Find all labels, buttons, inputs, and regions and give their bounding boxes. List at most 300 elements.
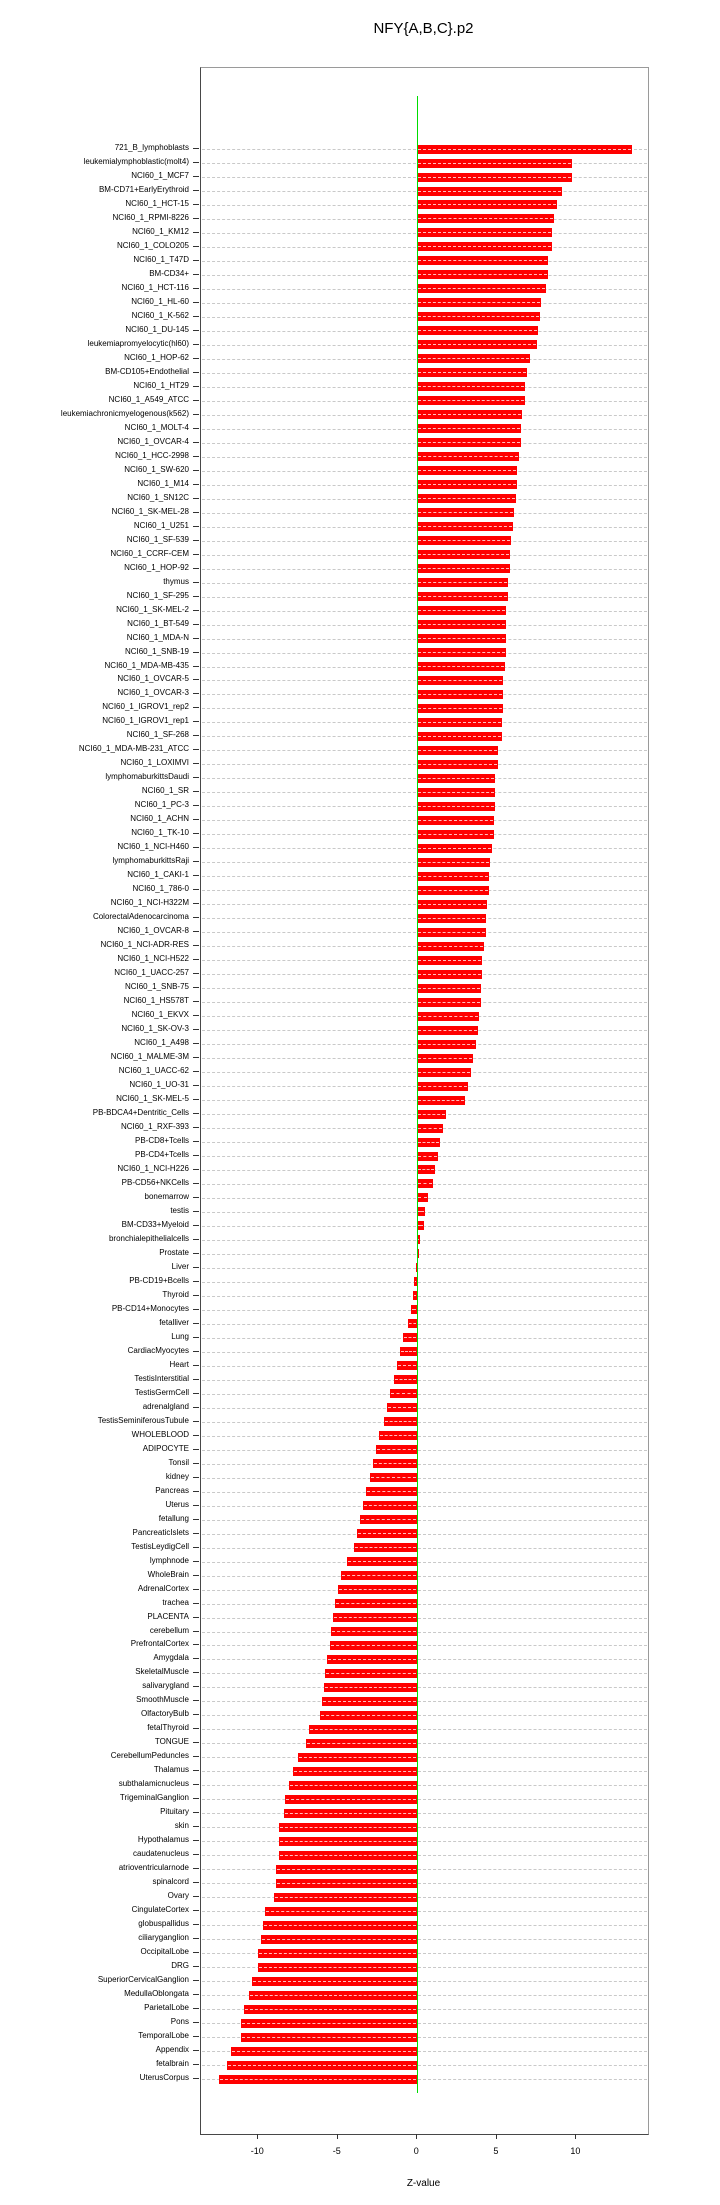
category-label: NCI60_1_UO-31	[129, 1080, 189, 1089]
category-label: NCI60_1_MCF7	[131, 171, 189, 180]
category-label: ParietalLobe	[144, 2003, 189, 2013]
category-label: PB-CD19+Bcells	[129, 1275, 189, 1285]
y-axis-tick	[193, 1463, 199, 1464]
y-axis-tick	[193, 540, 199, 541]
category-label: NCI60_1_HL-60	[131, 296, 189, 306]
category-label: NCI60_1_NCI-H522	[117, 954, 189, 964]
y-axis-tick	[193, 1029, 199, 1030]
y-axis-tick	[193, 1658, 199, 1659]
category-label: NCI60_1_COLO205	[116, 240, 189, 250]
category-label: NCI60_1_SK-OV-3	[121, 1024, 189, 1034]
y-axis-tick	[193, 1714, 199, 1715]
gridline	[202, 1855, 647, 1856]
y-axis-tick	[193, 1519, 199, 1520]
bar	[417, 914, 485, 923]
category-label: kidney	[165, 1471, 189, 1481]
y-axis-tick	[193, 1281, 199, 1282]
category-label: NCI60_1_TK-10	[131, 828, 189, 838]
y-axis-tick	[193, 945, 199, 946]
bar	[417, 270, 547, 279]
y-axis-tick	[193, 1631, 199, 1632]
bar	[417, 424, 520, 433]
category-label: BM-CD71+EarlyErythroid	[98, 185, 189, 194]
gridline	[202, 1240, 647, 1241]
y-axis-tick	[193, 2078, 199, 2079]
category-label: NCI60_1_SNB-75	[124, 982, 189, 992]
bar	[417, 984, 481, 993]
category-label: NCI60_1_EKVX	[131, 1010, 189, 1020]
y-axis-tick	[193, 484, 199, 485]
gridline	[202, 1310, 647, 1311]
y-axis-tick	[193, 330, 199, 331]
gridline	[202, 1366, 647, 1367]
category-label: NCI60_1_KM12	[132, 226, 189, 236]
bar	[417, 816, 493, 825]
y-axis-tick	[193, 889, 199, 890]
y-axis-tick	[193, 148, 199, 149]
category-label: BM-CD34+	[149, 268, 189, 278]
y-axis-tick	[193, 386, 199, 387]
y-axis-tick	[193, 1379, 199, 1380]
category-label: Prostate	[159, 1247, 189, 1257]
bar	[417, 256, 547, 265]
y-axis-tick	[193, 1435, 199, 1436]
bar	[417, 690, 503, 699]
y-axis-tick	[193, 302, 199, 303]
category-label: PancreaticIslets	[132, 1527, 189, 1537]
gridline	[202, 1701, 647, 1702]
gridline	[202, 1450, 647, 1451]
bar	[341, 1571, 417, 1580]
category-label: NCI60_1_A549_ATCC	[108, 394, 189, 404]
category-label: DRG	[171, 1961, 189, 1971]
category-label: NCI60_1_MDA-MB-231_ATCC	[78, 744, 189, 754]
category-label: PB-CD14+Monocytes	[111, 1303, 189, 1313]
category-label: SmoothMuscle	[136, 1695, 189, 1705]
bar	[417, 928, 485, 937]
gridline	[202, 1226, 647, 1227]
bar	[417, 508, 514, 517]
gridline	[202, 1869, 647, 1870]
bar	[417, 1221, 423, 1230]
gridline	[202, 1618, 647, 1619]
bar	[219, 2075, 418, 2084]
category-label: leukemiachronicmyelogenous(k562)	[60, 408, 189, 418]
y-axis-tick	[193, 218, 199, 219]
bar	[360, 1515, 417, 1524]
bar	[417, 438, 520, 447]
bar	[357, 1529, 417, 1538]
category-label: NCI60_1_RPMI-8226	[112, 212, 189, 222]
bar	[387, 1403, 417, 1412]
y-axis-tick	[193, 819, 199, 820]
bar	[417, 956, 482, 965]
category-label: NCI60_1_CCRF-CEM	[110, 548, 189, 558]
bar	[417, 858, 490, 867]
gridline	[202, 1254, 647, 1255]
category-label: TONGUE	[154, 1737, 189, 1747]
category-label: 721_B_lymphoblasts	[114, 143, 189, 152]
x-axis-tick	[337, 2134, 338, 2139]
bar	[417, 844, 492, 853]
y-axis-tick	[193, 1617, 199, 1618]
gridline	[202, 1520, 647, 1521]
category-label: NCI60_1_UACC-62	[118, 1066, 189, 1075]
bar	[376, 1445, 417, 1454]
bar	[252, 1977, 417, 1986]
y-axis-tick	[193, 176, 199, 177]
bar	[417, 1096, 465, 1105]
category-label: trachea	[162, 1597, 189, 1607]
category-label: NCI60_1_786-0	[132, 884, 189, 894]
bar	[417, 1138, 439, 1147]
y-axis-tick	[193, 1323, 199, 1324]
bar	[417, 368, 527, 377]
x-axis-tick	[575, 2134, 576, 2139]
bar	[258, 1963, 417, 1972]
bar	[322, 1697, 417, 1706]
y-axis-tick	[193, 1575, 199, 1576]
category-label: TemporalLobe	[138, 2031, 189, 2040]
bar	[285, 1795, 417, 1804]
y-axis-tick	[193, 1812, 199, 1813]
y-axis-tick	[193, 1043, 199, 1044]
bar	[333, 1613, 417, 1622]
y-axis-tick	[193, 274, 199, 275]
bar	[417, 1124, 443, 1133]
category-label: NCI60_1_SNB-19	[124, 646, 189, 656]
bar	[417, 187, 562, 196]
bar	[417, 284, 546, 293]
category-label: PB-CD4+Tcells	[134, 1150, 189, 1159]
category-label: ciliaryganglion	[138, 1933, 189, 1943]
y-axis-tick	[193, 442, 199, 443]
bar	[417, 228, 552, 237]
category-label: fetalbrain	[156, 2059, 189, 2068]
bar	[417, 900, 487, 909]
y-axis-tick	[193, 1169, 199, 1170]
y-axis-tick	[193, 526, 199, 527]
y-axis-tick	[193, 1966, 199, 1967]
bar	[293, 1767, 417, 1776]
y-axis-tick	[193, 1099, 199, 1100]
bar	[298, 1753, 417, 1762]
gridline	[202, 1687, 647, 1688]
bar	[417, 774, 495, 783]
x-axis-tick	[257, 2134, 258, 2139]
category-label: NCI60_1_OVCAR-8	[117, 926, 189, 936]
category-label: NCI60_1_BT-549	[127, 618, 189, 628]
bar	[417, 145, 632, 154]
y-axis-tick	[193, 1113, 199, 1114]
bar	[417, 676, 503, 685]
bar	[249, 1991, 418, 2000]
category-label: salivarygland	[142, 1681, 189, 1691]
bar	[279, 1851, 417, 1860]
category-label: WHOLEBLOOD	[131, 1429, 189, 1439]
bar	[417, 1054, 473, 1063]
y-axis-tick	[193, 1337, 199, 1338]
y-axis-tick	[193, 875, 199, 876]
bar	[417, 634, 506, 643]
y-axis-tick	[193, 2036, 199, 2037]
category-label: Thyroid	[162, 1289, 189, 1299]
category-label: UterusCorpus	[139, 2073, 189, 2082]
bar	[417, 396, 525, 405]
bar	[417, 872, 489, 881]
category-label: Pituitary	[160, 1807, 189, 1817]
y-axis-tick	[193, 372, 199, 373]
gridline	[202, 1659, 647, 1660]
gridline	[202, 1883, 647, 1884]
y-axis-tick	[193, 1672, 199, 1673]
y-axis-tick	[193, 1225, 199, 1226]
bar	[400, 1347, 418, 1356]
y-axis-tick	[193, 1071, 199, 1072]
bar	[231, 2047, 417, 2056]
bar	[417, 760, 498, 769]
y-axis-tick	[193, 693, 199, 694]
category-label: caudatenucleus	[132, 1849, 189, 1859]
y-axis-tick	[193, 624, 199, 625]
y-axis-tick	[193, 833, 199, 834]
y-axis-tick	[193, 679, 199, 680]
bar	[417, 578, 508, 587]
x-tick-label: -5	[332, 2146, 341, 2156]
y-axis-tick	[193, 1924, 199, 1925]
category-label: AdrenalCortex	[137, 1583, 189, 1593]
bar	[384, 1417, 417, 1426]
category-label: NCI60_1_MALME-3M	[110, 1052, 189, 1062]
category-label: NCI60_1_OVCAR-5	[117, 674, 189, 684]
bar	[417, 788, 495, 797]
gridline	[202, 1296, 647, 1297]
y-axis-tick	[193, 1770, 199, 1771]
y-axis-tick	[193, 638, 199, 639]
y-axis-tick	[193, 1686, 199, 1687]
y-axis-tick	[193, 749, 199, 750]
category-label: OccipitalLobe	[140, 1947, 189, 1957]
bar	[417, 354, 530, 363]
category-label: cerebellum	[149, 1625, 189, 1635]
y-axis-tick	[193, 1938, 199, 1939]
bar	[338, 1585, 418, 1594]
y-axis-tick	[193, 735, 199, 736]
y-axis-tick	[193, 1952, 199, 1953]
category-label: TrigeminalGanglion	[119, 1793, 189, 1803]
bar	[417, 998, 481, 1007]
category-label: NCI60_1_NCI-H226	[117, 1163, 189, 1173]
category-label: NCI60_1_SF-268	[126, 730, 189, 740]
category-label: NCI60_1_SF-539	[126, 534, 189, 544]
category-label: NCI60_1_HS578T	[123, 996, 189, 1006]
category-label: NCI60_1_ACHN	[130, 814, 189, 824]
category-label: NCI60_1_HT29	[133, 380, 189, 390]
category-label: leukemialymphoblastic(molt4)	[83, 157, 189, 166]
category-label: subthalamicnucleus	[118, 1779, 189, 1789]
bar	[274, 1893, 417, 1902]
category-label: NCI60_1_SN12C	[127, 492, 189, 502]
y-axis-tick	[193, 1896, 199, 1897]
gridline	[202, 1645, 647, 1646]
y-axis-tick	[193, 1547, 199, 1548]
bar	[417, 886, 489, 895]
category-label: NCI60_1_K-562	[131, 310, 189, 320]
y-axis-tick	[193, 903, 199, 904]
gridline	[202, 1324, 647, 1325]
y-axis-tick	[193, 1057, 199, 1058]
y-axis-tick	[193, 1756, 199, 1757]
y-axis-tick	[193, 2008, 199, 2009]
y-axis-tick	[193, 1491, 199, 1492]
y-axis-tick	[193, 2064, 199, 2065]
category-label: skin	[174, 1821, 189, 1831]
category-label: NCI60_1_UACC-257	[114, 968, 189, 978]
bar	[417, 1012, 479, 1021]
category-label: leukemiapromyelocytic(hl60)	[87, 338, 189, 348]
bar	[417, 1040, 476, 1049]
gridline	[202, 1729, 647, 1730]
category-label: NCI60_1_HCC-2998	[115, 450, 189, 460]
category-label: NCI60_1_SW-620	[124, 464, 189, 474]
y-axis-tick	[193, 288, 199, 289]
gridline	[202, 1673, 647, 1674]
bar	[417, 648, 506, 657]
y-axis-tick	[193, 1854, 199, 1855]
y-axis-tick	[193, 512, 199, 513]
category-label: NCI60_1_RXF-393	[120, 1122, 189, 1131]
y-axis-tick	[193, 1910, 199, 1911]
category-label: Appendix	[155, 2045, 189, 2054]
gridline	[202, 1799, 647, 1800]
category-label: NCI60_1_NCI-H460	[117, 842, 189, 852]
category-label: lymphomaburkittsDaudi	[105, 772, 189, 782]
bar	[417, 606, 506, 615]
y-axis-tick	[193, 917, 199, 918]
bar	[366, 1487, 417, 1496]
category-label: NCI60_1_SF-295	[126, 590, 189, 600]
y-axis-tick	[193, 1211, 199, 1212]
bar	[417, 452, 519, 461]
gridline	[202, 1590, 647, 1591]
y-axis-tick	[193, 1127, 199, 1128]
bar	[417, 746, 498, 755]
y-axis-tick	[193, 1868, 199, 1869]
category-label: NCI60_1_SR	[141, 786, 189, 796]
bar	[309, 1725, 417, 1734]
gridline	[202, 1813, 647, 1814]
category-label: PLACENTA	[147, 1611, 189, 1621]
category-label: NCI60_1_A498	[134, 1038, 189, 1048]
category-label: NCI60_1_SK-MEL-2	[116, 604, 189, 614]
bar	[331, 1627, 417, 1636]
category-label: CerebellumPeduncles	[110, 1751, 189, 1761]
y-axis-tick	[193, 1742, 199, 1743]
x-tick-label: 5	[493, 2146, 499, 2156]
y-axis-tick	[193, 2022, 199, 2023]
bar	[227, 2061, 418, 2070]
y-axis-tick	[193, 1393, 199, 1394]
gridline	[202, 1380, 647, 1381]
category-label: NCI60_1_T47D	[133, 254, 189, 264]
category-label: PB-CD8+Tcells	[134, 1136, 189, 1145]
y-axis-tick	[193, 1267, 199, 1268]
bar	[417, 1165, 435, 1174]
bar	[417, 662, 505, 671]
bar	[324, 1683, 418, 1692]
bar	[417, 1082, 468, 1091]
category-label: TestisGermCell	[134, 1387, 189, 1397]
bar	[417, 1026, 477, 1035]
category-label: BM-CD105+Endothelial	[105, 366, 189, 376]
y-axis-tick	[193, 1351, 199, 1352]
gridline	[202, 1408, 647, 1409]
category-label: Uterus	[165, 1499, 189, 1509]
bar	[363, 1501, 417, 1510]
category-label: Liver	[171, 1261, 189, 1271]
category-label: CardiacMyocytes	[127, 1345, 189, 1355]
category-label: atrioventricularnode	[118, 1863, 189, 1873]
gridline	[202, 1352, 647, 1353]
y-axis-tick	[193, 1994, 199, 1995]
category-label: NCI60_1_SK-MEL-28	[111, 506, 189, 516]
y-axis-tick	[193, 1826, 199, 1827]
y-axis-tick	[193, 791, 199, 792]
y-axis-tick	[193, 931, 199, 932]
y-axis-tick	[193, 470, 199, 471]
y-axis-tick	[193, 707, 199, 708]
bar	[417, 494, 516, 503]
y-axis-tick	[193, 1183, 199, 1184]
category-label: fetalliver	[159, 1317, 189, 1327]
y-axis-tick	[193, 1505, 199, 1506]
bar	[417, 970, 482, 979]
y-axis-tick	[193, 610, 199, 611]
category-label: NCI60_1_DU-145	[125, 324, 189, 334]
y-axis-tick	[193, 805, 199, 806]
category-label: BM-CD33+Myeloid	[121, 1219, 189, 1229]
gridline	[202, 1478, 647, 1479]
category-label: NCI60_1_HCT-116	[121, 282, 189, 292]
y-axis-tick	[193, 652, 199, 653]
bar	[258, 1949, 417, 1958]
bar	[417, 200, 557, 209]
y-axis-tick	[193, 1253, 199, 1254]
bar	[417, 1152, 438, 1161]
gridline	[202, 1827, 647, 1828]
bar	[327, 1655, 418, 1664]
category-label: NCI60_1_MOLT-4	[124, 422, 189, 432]
bar	[354, 1543, 418, 1552]
bar	[373, 1459, 418, 1468]
y-axis-tick	[193, 232, 199, 233]
bar	[417, 312, 540, 321]
x-tick-label: 10	[570, 2146, 581, 2156]
gridline	[202, 1715, 647, 1716]
y-axis-tick	[193, 959, 199, 960]
category-label: CingulateCortex	[131, 1905, 189, 1915]
bar	[417, 802, 495, 811]
y-axis-tick	[193, 666, 199, 667]
y-axis-tick	[193, 162, 199, 163]
bar	[417, 242, 552, 251]
category-label: OlfactoryBulb	[140, 1709, 189, 1719]
category-label: SkeletalMuscle	[135, 1667, 189, 1677]
bar	[244, 2005, 417, 2014]
category-label: Thalamus	[153, 1765, 189, 1775]
gridline	[202, 1492, 647, 1493]
bar	[335, 1599, 418, 1608]
